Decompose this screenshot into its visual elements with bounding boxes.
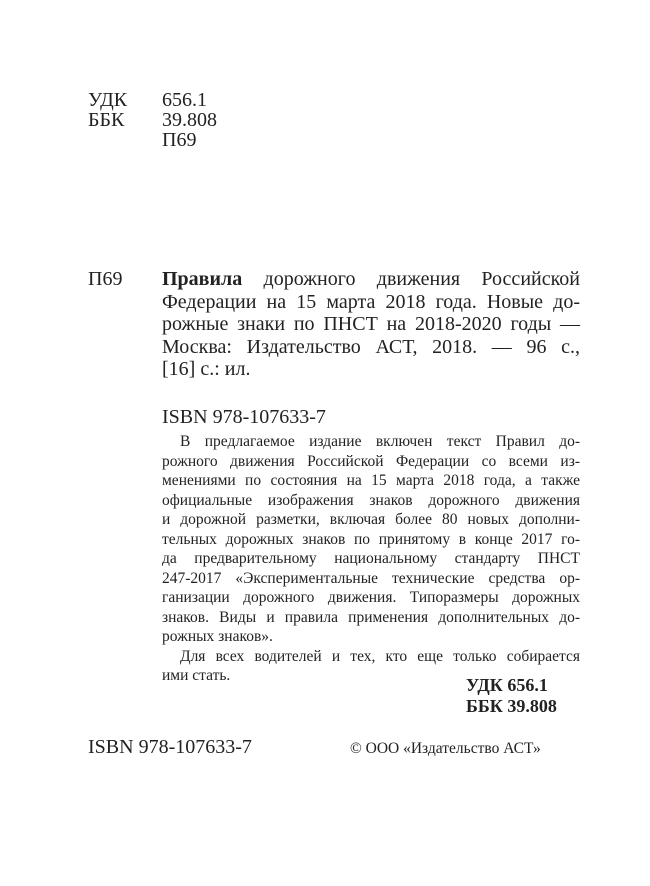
annotation-line: ганизации дорожного движения. Типоразмеры дорожных: [162, 589, 580, 606]
isbn-main: ISBN 978-107633-7: [162, 406, 326, 428]
entry-author-mark: П69: [88, 268, 123, 290]
bbk-label: ББК: [88, 109, 125, 131]
annotation-line: В предлагаемое издание включен текст Правил до-: [180, 433, 580, 450]
entry-line-4: Москва: Издательство АСТ, 2018. — 96 с.,: [162, 335, 580, 358]
annotation-line: и дорожной разметки, включая более 80 новых дополни-: [162, 511, 580, 528]
entry-line-5: [16] с.: ил.: [162, 358, 251, 380]
entry-line-2: Федерации на 15 марта 2018 года. Новые до-: [162, 290, 580, 313]
udk-label: УДК: [88, 89, 128, 111]
bbk-value: 39.808: [162, 109, 217, 131]
bbk-bottom: ББК 39.808: [466, 696, 557, 716]
annotation-line: да предварительному национальному стандарту ПНСТ: [162, 550, 580, 567]
annotation-line: ими стать.: [162, 667, 231, 684]
annotation-line: знаков. Виды и правила применения дополнительных до-: [162, 608, 580, 626]
annotation-line: рожных знаков».: [162, 628, 273, 645]
annotation-line: 247-2017 «Экспериментальные технические средства ор-: [162, 569, 580, 587]
annotation: [162, 432, 580, 686]
bibliographic-entry: [162, 268, 580, 381]
entry-line-3: рожные знаки по ПНСТ на 2018-2020 годы —: [162, 313, 580, 335]
annotation-line: официальные изображения знаков дорожного движения: [162, 491, 580, 509]
footer-isbn: ISBN 978-107633-7: [88, 736, 252, 758]
udk-bottom: УДК 656.1: [466, 675, 548, 695]
copyright: © ООО «Издательство АСТ»: [350, 740, 541, 757]
annotation-line: тельных дорожных знаков по принятому в конце 2017 го-: [162, 530, 580, 548]
udk-value: 656.1: [162, 89, 207, 111]
entry-line-1: [162, 268, 580, 291]
author-mark: П69: [162, 129, 197, 151]
entry-title-rest: дорожного движения Российской: [242, 268, 580, 290]
entry-title-bold: Правила: [162, 268, 243, 290]
annotation-line: менениями по состояния на 15 марта 2018 года, а также: [162, 472, 580, 489]
annotation-line: Для всех водителей и тех, кто еще только собирается: [180, 647, 580, 665]
annotation-line: рожного движения Российской Федерации со всеми из-: [162, 452, 580, 470]
